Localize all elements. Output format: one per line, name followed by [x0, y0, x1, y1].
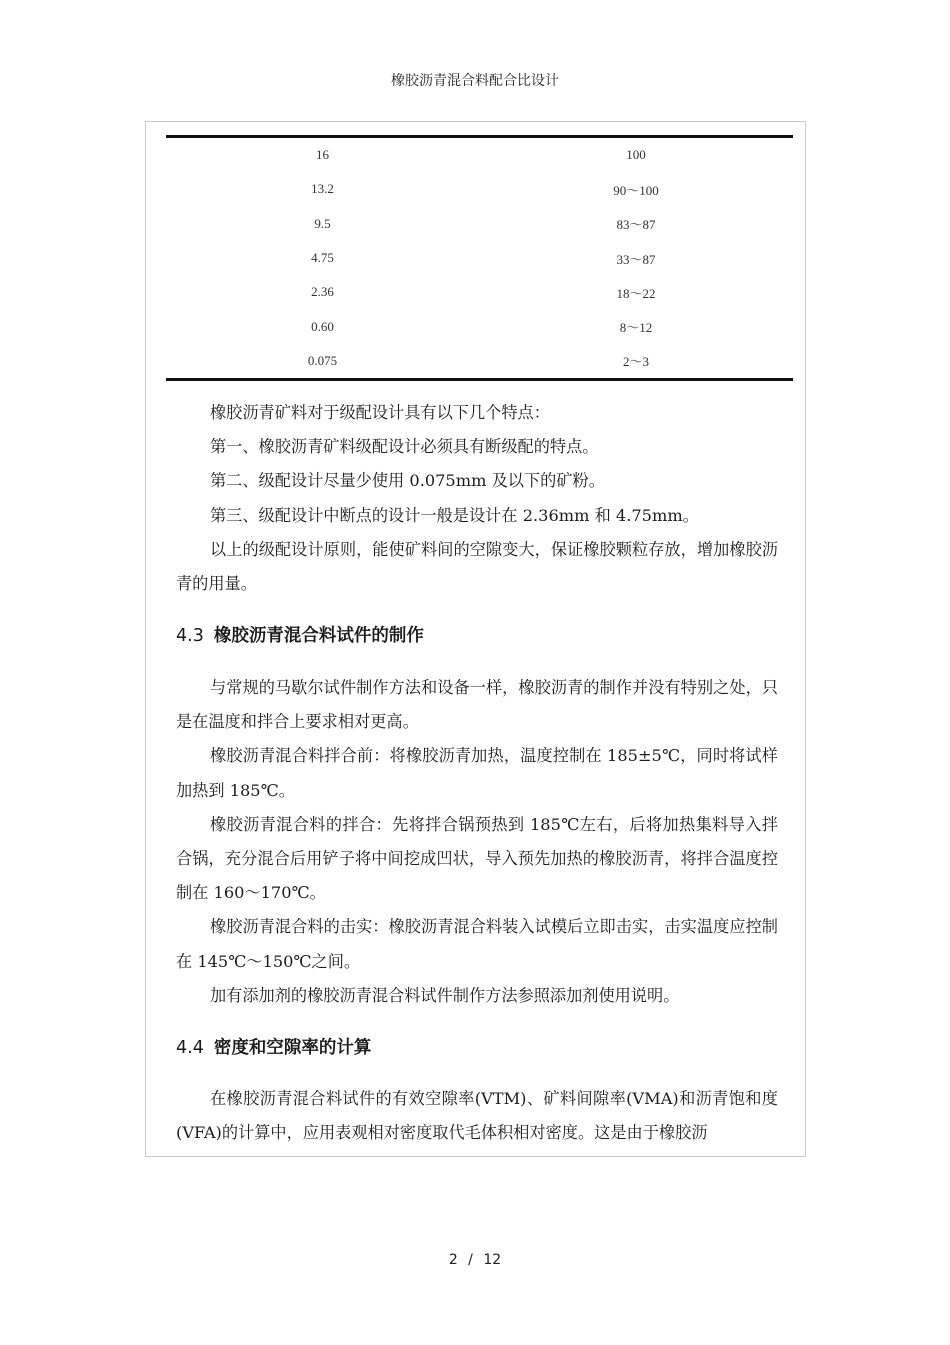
section-4-3-body: [176, 671, 778, 1013]
passing-range-cell: 33～87: [616, 251, 656, 267]
table-row: [166, 275, 793, 309]
sieve-size-cell: 16: [316, 147, 329, 163]
table-bottom-rule: [166, 378, 793, 381]
section-title: 密度和空隙率的计算: [213, 1038, 372, 1058]
paragraph: 以上的级配设计原则，能使矿料间的空隙变大，保证橡胶颗粒存放，增加橡胶沥青的用量。: [176, 539, 778, 594]
gradation-features-text: [176, 396, 778, 601]
paragraph: 橡胶沥青混合料的拌合：先将拌合锅预热到 185℃左右，后将加热集料导入拌合锅，充分混合后用铲子将中间挖成凹状，导入预先加热的橡胶沥青，将拌合温度控制在 160～170℃。: [176, 814, 778, 903]
section-heading-4-4: [176, 1034, 778, 1059]
gradation-table: [166, 135, 793, 381]
table-row: [166, 138, 793, 172]
passing-range-cell: 18～22: [616, 285, 656, 301]
page-number: 2 / 12: [448, 1252, 502, 1268]
section-number: 4.3: [176, 626, 204, 646]
section-heading-4-3: [176, 622, 778, 647]
sieve-size-cell: 4.75: [311, 250, 334, 266]
passing-range-cell: 83～87: [616, 217, 656, 233]
passing-range-cell: 90～100: [613, 182, 659, 198]
sieve-size-cell: 2.36: [311, 284, 334, 300]
paragraph: 第三、级配设计中断点的设计一般是设计在 2.36mm 和 4.75mm。: [210, 505, 699, 525]
sieve-size-cell: 9.5: [314, 215, 331, 231]
passing-range-cell: 8～12: [619, 320, 653, 336]
table-row: [166, 344, 793, 378]
table-row: [166, 207, 793, 241]
paragraph: 橡胶沥青混合料的击实：橡胶沥青混合料装入试模后立即击实，击实温度应控制在 145℃～150℃之间。: [176, 917, 778, 971]
table-row: [166, 172, 793, 206]
paragraph: 橡胶沥青混合料拌合前：将橡胶沥青加热，温度控制在 185±5℃，同时将试样加热到 185℃。: [176, 746, 778, 800]
paragraph: 加有添加剂的橡胶沥青混合料试件制作方法参照添加剂使用说明。: [210, 985, 680, 1005]
paragraph: 在橡胶沥青混合料试件的有效空隙率(VTM)、矿料间隙率(VMA)和沥青饱和度(VFA)的计算中，应用表观相对密度取代毛体积相对密度。这是由于橡胶沥: [176, 1089, 778, 1143]
table-row: [166, 241, 793, 275]
sieve-size-cell: 0.075: [307, 352, 338, 368]
sieve-size-cell: 0.60: [311, 318, 334, 334]
paragraph: 第一、橡胶沥青矿料级配设计必须具有断级配的特点。: [210, 437, 599, 457]
section-4-4-body: [176, 1082, 778, 1150]
gradation-table-body: [166, 138, 793, 378]
section-title: 橡胶沥青混合料试件的制作: [213, 626, 424, 646]
passing-range-cell: 2～3: [622, 354, 649, 370]
paragraph: 第二、级配设计尽量少使用 0.075mm 及以下的矿粉。: [210, 471, 605, 491]
paragraph: 与常规的马歇尔试件制作方法和设备一样，橡胶沥青的制作并没有特别之处，只是在温度和拌合上要求相对更高。: [176, 678, 778, 732]
section-number: 4.4: [176, 1038, 204, 1058]
page-header: 橡胶沥青混合料配合比设计: [391, 73, 559, 89]
passing-range-cell: 100: [626, 147, 646, 163]
sieve-size-cell: 13.2: [311, 181, 334, 197]
paragraph: 橡胶沥青矿料对于级配设计具有以下几个特点：: [210, 403, 550, 422]
table-row: [166, 309, 793, 343]
